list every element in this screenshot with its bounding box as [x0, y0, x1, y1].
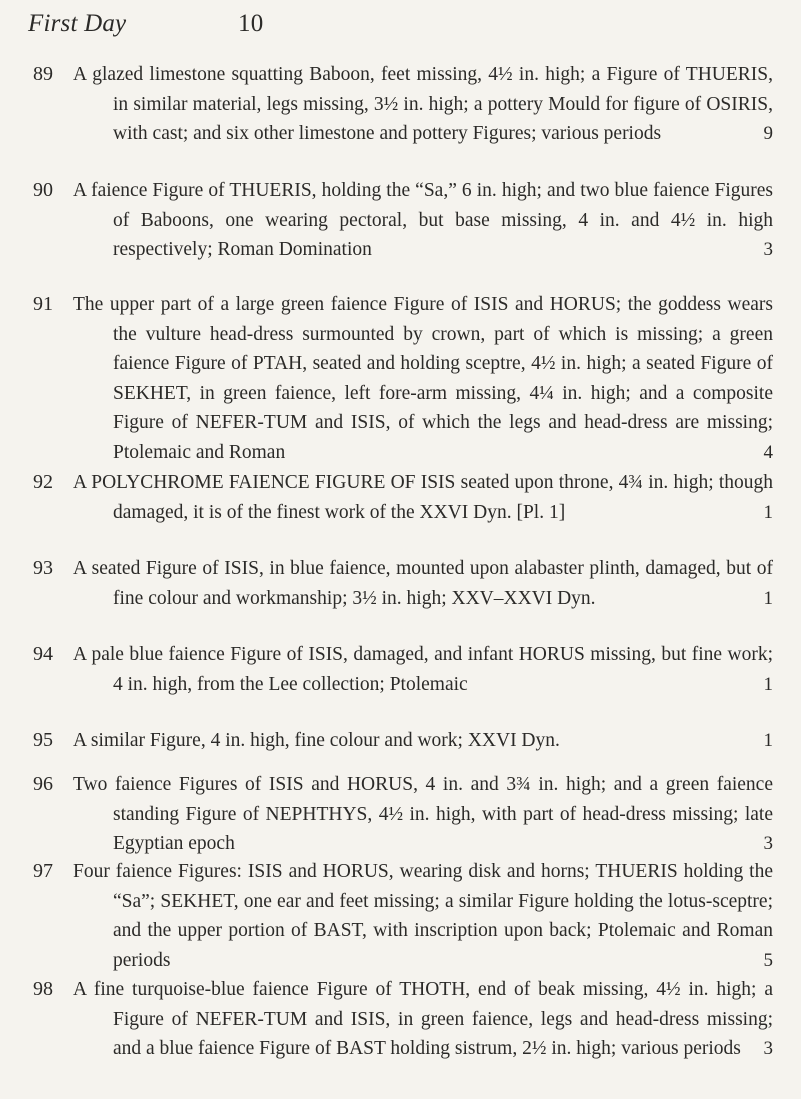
lot-number: 95: [33, 729, 53, 751]
lot-number: 94: [33, 643, 53, 665]
lot-description: A faience Figure of THUERIS, holding the “Sa,” 6 in. high; and two blue faience Figures of Baboons, one wearing pectoral, but base missing, 4 in. and 4½ in. high respectively; Roman Domination: [73, 180, 773, 260]
lot-entry: [33, 640, 773, 699]
lot-entry: [33, 726, 773, 756]
lot-entry: [33, 857, 773, 975]
lot-entry: [33, 975, 773, 1064]
lot-description: A POLYCHROME FAIENCE FIGURE OF ISIS seated upon throne, 4¾ in. high; though damaged, it is of the finest work of the XXVI Dyn. [Pl. 1]: [73, 472, 773, 523]
lot-entry: [33, 770, 773, 859]
lot-entry: [33, 290, 773, 467]
lot-number: 97: [33, 860, 53, 882]
lot-quantity: 1: [763, 730, 773, 751]
lot-quantity: 1: [763, 673, 773, 695]
lot-quantity: 1: [763, 501, 773, 523]
lot-description: A fine turquoise-blue faience Figure of THOTH, end of beak missing, 4½ in. high; a Figure of NEFER-TUM and ISIS, in green faience, legs and head-dress missing; and a blue faience Figure of BAST holding sistrum, 2½ in. high; various periods: [73, 979, 773, 1059]
lot-number: 92: [33, 471, 53, 493]
lot-description: A glazed limestone squatting Baboon, feet missing, 4½ in. high; a Figure of THUERIS, in similar material, legs missing, 3½ in. high; a pottery Mould for figure of OSIRIS, with cast; and six other limestone and pottery Figures; various periods: [73, 64, 773, 144]
lot-number: 90: [33, 179, 53, 201]
page-number: 10: [238, 10, 264, 37]
lot-quantity: 3: [763, 833, 773, 854]
lot-entry: [33, 60, 773, 149]
lot-description: A similar Figure, 4 in. high, fine colour and work; XXVI Dyn.: [73, 730, 560, 751]
running-title: First Day: [28, 10, 127, 37]
lot-entry: [33, 468, 773, 527]
lot-description: A seated Figure of ISIS, in blue faience, mounted upon alabaster plinth, damaged, but of fine colour and workmanship; 3½ in. high; XXV–XXVI Dyn.: [73, 558, 773, 609]
lot-quantity: 3: [763, 239, 773, 260]
lot-number: 93: [33, 557, 53, 579]
lot-quantity: 3: [763, 1038, 773, 1059]
lot-entry: [33, 176, 773, 265]
lot-description: Four faience Figures: ISIS and HORUS, wearing disk and horns; THUERIS holding the “Sa”; SEKHET, one ear and feet missing; a similar Figure holding the lotus-sceptre; and the upper portion of BAST, with inscription upon back; Ptolemaic and Roman periods: [73, 861, 773, 971]
page-header: [28, 10, 788, 44]
lot-number: 98: [33, 978, 53, 1000]
lot-quantity: 9: [763, 123, 773, 144]
lot-description: Two faience Figures of ISIS and HORUS, 4 in. and 3¾ in. high; and a green faience standing Figure of NEPHTHYS, 4½ in. high, with part of head-dress missing; late Egyptian epoch: [73, 774, 773, 854]
lot-number: 96: [33, 773, 53, 795]
lot-number: 89: [33, 63, 53, 85]
lot-quantity: 5: [763, 949, 773, 971]
lot-number: 91: [33, 293, 53, 315]
lot-description: The upper part of a large green faience Figure of ISIS and HORUS; the goddess wears the vulture head-dress surmounted by crown, part of which is missing; a green faience Figure of PTAH, seated and holding sceptre, 4½ in. high; a seated Figure of SEKHET, in green faience, left fore-arm missing, 4¼ in. high; and a composite Figure of NEFER-TUM and ISIS, of which the legs and head-dress are missing; Ptolemaic and Roman: [73, 294, 773, 463]
lot-quantity: 1: [763, 587, 773, 609]
lot-entry: [33, 554, 773, 613]
lot-description: A pale blue faience Figure of ISIS, damaged, and infant HORUS missing, but fine work; 4 in. high, from the Lee collection; Ptolemaic: [73, 644, 773, 695]
lot-quantity: 4: [763, 441, 773, 463]
